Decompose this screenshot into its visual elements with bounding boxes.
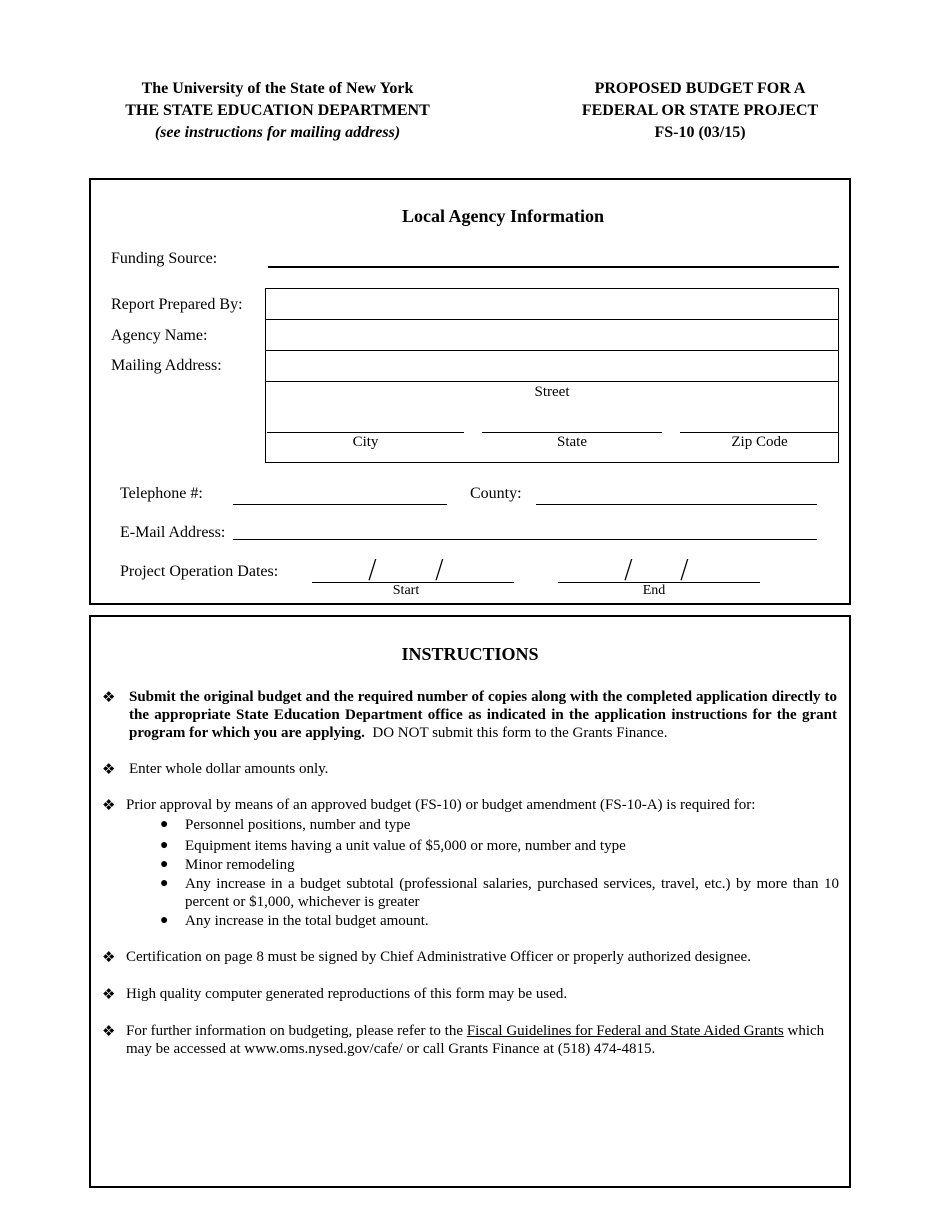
sub-bullet-icon: ●	[160, 817, 169, 832]
city-label: City	[352, 434, 379, 450]
instruction-prior-approval: Prior approval by means of an approved budget (FS-10) or budget amendment (FS-10-A) is required for:	[126, 797, 756, 813]
instruction-submit	[129, 688, 837, 742]
instruction-further-info	[126, 1022, 840, 1058]
project-dates-label: Project Operation Dates:	[120, 563, 279, 580]
email-field[interactable]	[233, 539, 817, 540]
street-line	[265, 381, 839, 382]
sub-bullet-icon: ●	[160, 838, 169, 853]
agency-section-title: Local Agency Information	[402, 206, 604, 226]
sub-item-equipment: Equipment items having a unit value of $5,000 or more, number and type	[185, 838, 626, 854]
header-university: The University of the State of New York	[141, 80, 414, 97]
sub-item-remodeling: Minor remodeling	[185, 857, 295, 873]
agency-name-label: Agency Name:	[111, 327, 208, 344]
end-label: End	[642, 583, 666, 598]
form-title-line2: FEDERAL OR STATE PROJECT	[581, 102, 819, 119]
instruction-submit-rest: DO NOT submit this form to the Grants Finance.	[372, 725, 668, 741]
zip-line	[680, 432, 839, 433]
zip-code-label: Zip Code	[731, 434, 788, 450]
further-info-post: which may be accessed at www.oms.nysed.gov/cafe/ or call Grants Finance at (518) 474-4815.	[126, 1023, 825, 1057]
bullet-icon: ❖	[102, 1022, 116, 1040]
bullet-icon: ❖	[102, 760, 116, 778]
sub-item-subtotal-increase: Any increase in a budget subtotal (professional salaries, purchased services, travel, etc.) by more than 10 percent or $1,000, whichever is greater	[185, 876, 839, 910]
header-left	[90, 78, 465, 144]
bullet-icon: ❖	[102, 948, 116, 966]
header-mailing-note: (see instructions for mailing address)	[154, 124, 401, 141]
county-field[interactable]	[536, 504, 817, 505]
sub-bullet-icon: ●	[160, 913, 169, 928]
funding-source-field[interactable]	[268, 266, 839, 268]
bullet-icon: ❖	[102, 985, 116, 1003]
form-number: FS-10 (03/15)	[654, 124, 746, 141]
further-info-pre: For further information on budgeting, please refer to the	[126, 1023, 463, 1039]
agency-name-field[interactable]	[265, 319, 839, 351]
end-date-slash-1: /	[624, 555, 633, 585]
state-label: State	[557, 434, 587, 450]
email-label: E-Mail Address:	[120, 524, 226, 541]
start-date-slash-1: /	[368, 555, 377, 585]
sub-bullet-icon: ●	[160, 876, 169, 891]
instruction-certification: Certification on page 8 must be signed by Chief Administrative Officer or properly authorized designee.	[126, 949, 751, 965]
fiscal-guidelines-link[interactable]: Fiscal Guidelines for Federal and State Aided Grants	[466, 1023, 784, 1039]
state-line	[482, 432, 662, 433]
city-line	[267, 432, 464, 433]
sub-bullet-icon: ●	[160, 857, 169, 872]
street-label: Street	[534, 384, 570, 400]
telephone-field[interactable]	[233, 504, 447, 505]
sub-item-total-increase: Any increase in the total budget amount.	[185, 913, 429, 929]
mailing-address-label: Mailing Address:	[111, 357, 222, 374]
report-prepared-by-field[interactable]	[265, 288, 839, 320]
form-title-line1: PROPOSED BUDGET FOR A	[594, 80, 806, 97]
bullet-icon: ❖	[102, 688, 116, 706]
header-department: THE STATE EDUCATION DEPARTMENT	[125, 102, 430, 119]
bullet-icon: ❖	[102, 796, 116, 814]
start-date-slash-2: /	[435, 555, 444, 585]
instruction-whole-dollar: Enter whole dollar amounts only.	[129, 761, 329, 777]
header-right	[530, 78, 870, 144]
instruction-reproductions: High quality computer generated reproductions of this form may be used.	[126, 986, 568, 1002]
instructions-title: INSTRUCTIONS	[401, 644, 539, 664]
telephone-label: Telephone #:	[120, 485, 203, 502]
funding-source-label: Funding Source:	[111, 250, 218, 267]
report-prepared-by-label: Report Prepared By:	[111, 296, 243, 313]
county-label: County:	[470, 485, 522, 502]
sub-item-personnel: Personnel positions, number and type	[185, 817, 411, 833]
instruction-submit-bold: Submit the original budget and the required number of copies along with the completed application directly to the appropriate State Education Department office as indicated in the application instructions for the grant program for which you are applying.	[129, 689, 837, 741]
end-date-slash-2: /	[680, 555, 689, 585]
start-label: Start	[392, 583, 420, 598]
